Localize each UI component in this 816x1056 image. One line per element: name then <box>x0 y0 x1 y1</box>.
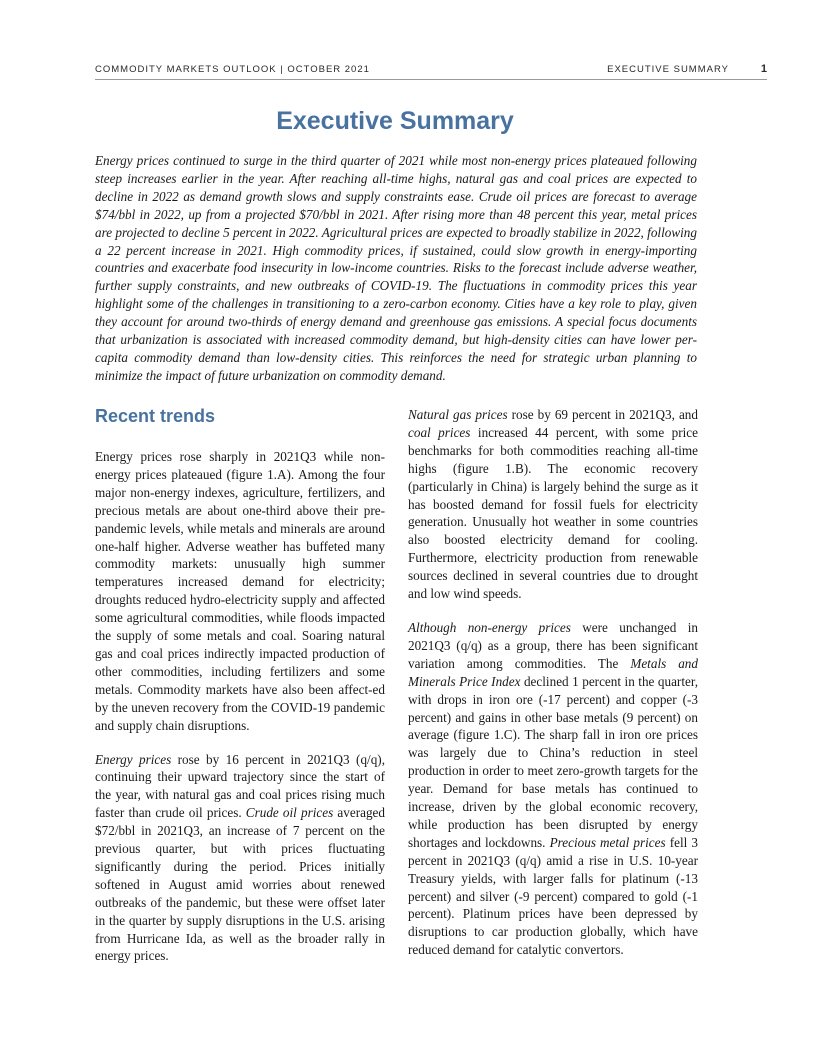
paragraph-text: fell 3 percent in 2021Q3 (q/q) amid a rise in U.S. 10-year Treasury yields, with larger falls for platinum (-13 percent) and silver (-9 percent) compared to gold (-1 percent). Platinum prices have been depressed by disruptions to car production globally, which have reduced demand for catalytic convertors. <box>408 834 698 958</box>
term-metals-minerals-index: Metals and Minerals Price Index <box>408 655 698 689</box>
term-natural-gas-prices: Natural gas prices <box>408 407 508 422</box>
header-publication-title: COMMODITY MARKETS OUTLOOK | OCTOBER 2021 <box>95 64 370 75</box>
term-precious-metal-prices: Precious metal prices <box>549 834 666 850</box>
header-divider <box>95 79 767 80</box>
paragraph-text: averaged $72/bbl in 2021Q3, an increase of 7 percent on the previous quarter, but with prices fluctuating significantly during the period. Prices initially softened in August amid worries about renewed outbreaks of the pandemic, but these were offset later in the quarter by supply disruptions in the U.S. arising from Hurricane Ida, as well as the broader rally in energy prices. <box>95 805 385 964</box>
paragraph-text: increased 44 percent, with some price benchmarks for both commodities reaching all-time highs (figure 1.B). The economic recovery (particularly in China) is largely behind the surge as it has boosted demand for fossil fuels for electricity generation. Unusually hot weather in some countries also boosted electricity demand for cooling. Furthermore, electricity production from renewable sources declined in several countries due to drought and low wind speeds. <box>408 424 699 602</box>
section-heading-recent-trends: Recent trends <box>95 406 216 426</box>
paragraph-energy-overview: Energy prices rose sharply in 2021Q3 while non-energy prices plateaued (figure 1.A). Among the four major non-energy indexes, agriculture, fertilizers, and precious metals are about one-third above their pre-pandemic levels, while metals and minerals are around one-half higher. Adverse weather has buffeted many commodity markets: unusually high summer temperatures increased demand for electricity; droughts reduced hydro-electricity supply and affected some agricultural commodities, while floods impacted the supply of some metals and coal. Soaring natural gas and coal prices indirectly impacted production of other commodities, including fertilizers and some metals. Commodity markets have also been affect-ed by the uneven recovery from the COVID-19 pandemic and supply chain disruptions. <box>95 449 385 733</box>
paragraph-non-energy-prices <box>408 619 698 959</box>
term-non-energy-prices: Although non-energy prices <box>408 619 571 635</box>
term-energy-prices: Energy prices <box>95 751 172 767</box>
page-title: Executive Summary <box>276 107 514 135</box>
executive-summary-abstract: Energy prices continued to surge in the third quarter of 2021 while most non-energy prices plateaued following steep increases earlier in the year. After reaching all-time highs, natural gas and coal prices are expected to decline in 2022 as demand growth slows and supply constraints ease. Crude oil prices are forecast to average $74/bbl in 2022, up from a projected $70/bbl in 2021. After rising more than 48 percent this year, metal prices are projected to decline 5 percent in 2022. Agricultural prices are expected to broadly stabilize in 2022, following a 22 percent increase in 2021. High commodity prices, if sustained, could slow growth in energy-importing countries and exacerbate food insecurity in low-income countries. Risks to the forecast include adverse weather, further supply constraints, and new outbreaks of COVID-19. The fluctuations in commodity prices this year highlight some of the challenges in transitioning to a zero-carbon economy. Cities have a key role to play, given they account for around two-thirds of energy demand and greenhouse gas emissions. A special focus documents that urbanization is associated with increased commodity demand, but high-density cities can have lower per-capita commodity demand than low-density cities. This reinforces the need for strategic urban planning to minimize the impact of future urbanization on commodity demand. <box>95 153 697 383</box>
paragraph-text: were unchanged in 2021Q3 (q/q) as a group, there has been significant variation among commodities. The <box>408 619 698 671</box>
left-column <box>95 404 385 981</box>
paragraph-natural-gas-coal <box>408 406 698 603</box>
term-coal-prices: coal prices <box>408 424 471 440</box>
paragraph-text: rose by 16 percent in 2021Q3 (q/q), continuing their upward trajectory since the start of the year, with natural gas and coal prices rising much faster than crude oil prices. <box>95 751 385 821</box>
page-number: 1 <box>760 63 767 75</box>
header-section-title: EXECUTIVE SUMMARY <box>607 64 729 75</box>
paragraph-text: declined 1 percent in the quarter, with drops in iron ore (-17 percent) and copper (-3 percent) and gains in other base metals (9 percent) on average (figure 1.C). The sharp fall in iron ore prices was largely due to China’s reduction in steel production in order to meet zero-growth targets for the year. Demand for base metals has continued to increase, driven by the global economic recovery, while production has been disrupted by energy shortages and lockdowns. <box>408 673 699 850</box>
paragraph-energy-prices <box>95 751 385 966</box>
right-column <box>408 406 698 975</box>
page-header <box>95 64 767 80</box>
paragraph-text: rose by 69 percent in 2021Q3, and <box>507 407 698 422</box>
term-crude-oil-prices: Crude oil prices <box>245 805 334 821</box>
